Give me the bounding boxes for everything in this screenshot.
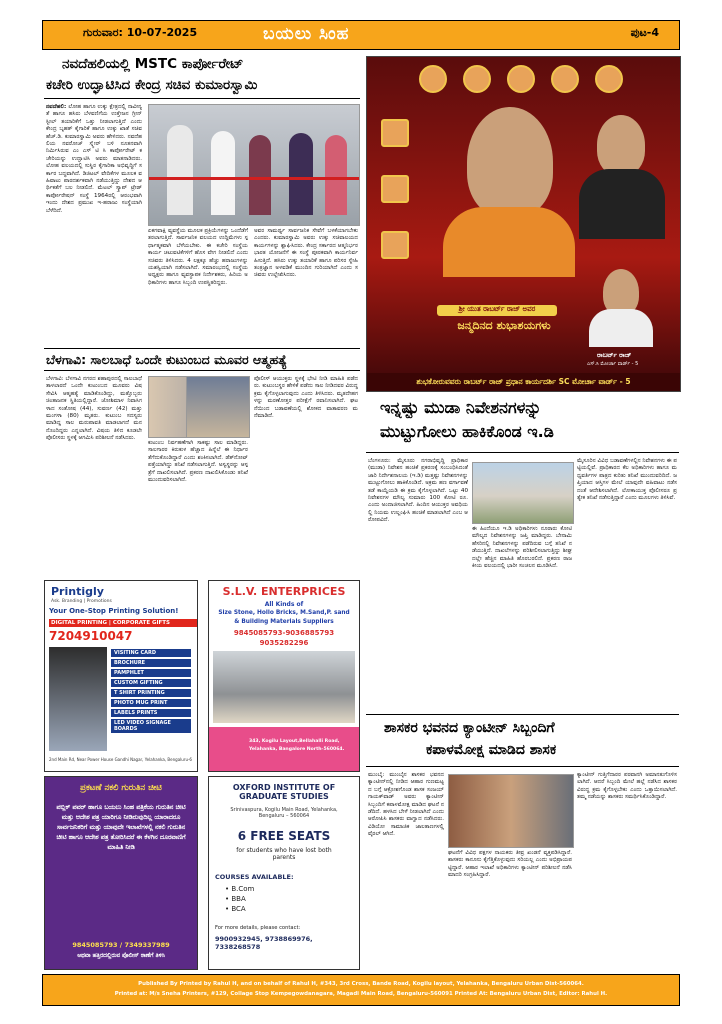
banner-thumb-2	[463, 65, 491, 93]
printigly-item: PHOTO MUG PRINT	[111, 699, 191, 707]
story3-rule	[366, 452, 679, 453]
imprint-footer	[42, 974, 680, 1006]
story1-headline-2: ಕಚೇರಿ ಉದ್ಘಾಟಿಸಿದ ಕೇಂದ್ರ ಸಚಿವ ಕುಮಾರಸ್ವಾಮಿ	[46, 77, 258, 93]
printigly-item: BROCHURE	[111, 659, 191, 667]
issue-date: ಗುರುವಾರ: 10-07-2025	[83, 26, 198, 39]
story1-photo	[148, 104, 360, 226]
banner-thumb-3	[507, 65, 535, 93]
story1-column-1	[46, 104, 142, 344]
story1-column-2: ಏಕಗವಾಕ್ಷಿ ವ್ಯವಸ್ಥೆಯ ಮೂಲಕ ಪ್ರಕ್ರಿಯೆಗಳನ್ನು ಒಂದೆಡೆಗೆ ತರಲಾಗುತ್ತಿದೆ. ಸಾರ್ವಜನಿಕ ವಲಯದ ಉದ್ದಿಮೆಗಳು ಸ್ಪರ್ಧಾತ್ಮಕವಾಗಿ ಬೆಳೆಯಬೇಕು. ಈ ಕಚೇರಿ ಸಂಸ್ಥೆಯ ಕಾರ್ಯ ಚಟುವಟಿಕೆಗಳಿಗೆ ಹೊಸ ವೇಗ ನೀಡಲಿದೆ ಎಂದು ಸಚಿವರು ತಿಳಿಸಿದರು. 4 ಲಕ್ಷಕ್ಕೂ ಹೆಚ್ಚು ಹರಾಜುಗಳನ್ನು ಯಶಸ್ವಿಯಾಗಿ ನಡೆಸಲಾಗಿದೆ. ಸಮಾರಂಭದಲ್ಲಿ ಸಂಸ್ಥೆಯ ಅಧ್ಯಕ್ಷರು ಹಾಗೂ ವ್ಯವಸ್ಥಾಪಕ ನಿರ್ದೇಶಕರು, ಹಿರಿಯ ಅಧಿಕಾರಿಗಳು ಹಾಗೂ ಸಿಬ್ಬಂದಿ ಉಪಸ್ಥಿತರಿದ್ದರು.	[148, 228, 248, 286]
slv-phone-2: 9035282296	[259, 639, 309, 647]
story2-column-1: ಬೆಳಗಾವಿ: ಬೆಳಗಾವಿ ನಗರದ ಶಹಾಪುರದಲ್ಲಿ ಸಾಲಬಾಧೆ ತಾಳಲಾರದೆ ಒಂದೇ ಕುಟುಂಬದ ಮೂವರು ವಿಷ ಸೇವಿಸಿ ಆತ್ಮಹತ್ಯೆ ಮಾಡಿಕೊಂಡಿದ್ದು, ಮತ್ತೊಬ್ಬರು ಚಿಂತಾಜನಕ ಸ್ಥಿತಿಯಲ್ಲಿದ್ದಾರೆ. ಜೋಶಿಮಾಳ ನಿವಾಸಿಗಳಾದ ಸಂತೋಷ (44), ಸುವರ್ಣ (42) ಮತ್ತು ಮಂಗಳಾ (80) ಮೃತರು. ಕುಟುಂಬ ಸದಸ್ಯರು ಮಾಡಿದ್ದ ಸಾಲ ಮರುಪಾವತಿ ಮಾಡಲಾಗದೆ ಮನನೊಂದಿದ್ದರು ಎನ್ನಲಾಗಿದೆ. ವಿಷಯ ತಿಳಿದ ಕೂಡಲೇ ಪೊಲೀಸರು ಸ್ಥಳಕ್ಕೆ ಆಗಮಿಸಿ ಪರಿಶೀಲನೆ ನಡೆಸಿದರು.	[46, 376, 142, 442]
fake-id-notice	[44, 776, 198, 970]
story1-headline-1: ನವದೆಹಲಿಯಲ್ಲಿ MSTC ಕಾರ್ಪೋರೇಟ್	[62, 56, 244, 72]
printigly-ad	[44, 580, 198, 772]
story3-headline-2: ಮುಟ್ಟುಗೋಲು ಹಾಕಿಕೊಂಡ ಇ.ಡಿ	[380, 422, 554, 441]
oxford-title: OXFORD INSTITUTE OF GRADUATE STUDIES	[232, 783, 336, 801]
banner-main-portrait-body	[443, 207, 575, 277]
slv-line1: All Kinds of	[264, 601, 304, 608]
story4-column-1: ಮುಂಬೈ: ಮುಂಬೈನ ಶಾಸಕರ ಭವನದ ಕ್ಯಾಂಟೀನ್‌ನಲ್ಲಿ ನೀಡಿದ ಆಹಾರ ಗುಣಮಟ್ಟದ ಬಗ್ಗೆ ಆಕ್ರೋಶಗೊಂಡ ಶಾಸಕ ಸಂಜಯ್ ಗಾಯಕ್‌ವಾಡ್ ಅವರು ಕ್ಯಾಂಟೀನ್ ಸಿಬ್ಬಂದಿಗೆ ಕಪಾಳಮೋಕ್ಷ ಮಾಡಿದ ಘಟನೆ ನಡೆದಿದೆ. ಹಳಸಿದ ಬೇಳೆ ನೀಡಲಾಗಿದೆ ಎಂದು ಆರೋಪಿಸಿ ಶಾಸಕರು ವಾಗ್ವಾದ ನಡೆಸಿದರು. ವಿಡಿಯೋ ಸಾಮಾಜಿಕ ಜಾಲತಾಣಗಳಲ್ಲಿ ವೈರಲ್ ಆಗಿದೆ.	[368, 772, 444, 838]
slv-line3: & Building Materials Suppliers	[234, 619, 334, 625]
slv-phone-1: 9845085793-9036885793	[233, 629, 335, 637]
story2-photo-2	[186, 376, 250, 438]
story3-headline-1: ಇನ್ನಷ್ಟು ಮುಡಾ ನಿವೇಶನಗಳನ್ನು	[380, 398, 542, 417]
banner-title: ಜನ್ಮದಿನದ ಶುಭಾಶಯಗಳು	[457, 319, 551, 332]
oxford-course: • B.Com	[225, 885, 255, 893]
notice-footer: ಅಥವಾ ಹತ್ತಿರದಲ್ಲಿರುವ ಪೊಲೀಸ್ ಠಾಣೆಗೆ ತಿಳಿಸಿ	[77, 953, 165, 959]
printigly-tagline: Ask. Branding | Promotions	[51, 599, 112, 604]
story2-headline: ಬೆಳಗಾವಿ: ಸಾಲಬಾಧೆ ಒಂದೇ ಕುಟುಂಬದ ಮೂವರ ಆತ್ಮಹತ್ಯೆ	[46, 352, 288, 367]
story4-headline-1: ಶಾಸಕರ ಭವನದ ಕ್ಯಾಂಟೀನ್ ಸಿಬ್ಬಂದಿಗೆ	[384, 720, 555, 736]
birthday-banner-ad	[366, 56, 681, 392]
printigly-item: VISITING CARD	[111, 649, 191, 657]
oxford-phones: 9900932945, 9738869976, 7338268578	[215, 935, 313, 951]
slv-address-2: Yelahanka, Bangalore North-560064.	[249, 747, 345, 752]
printigly-item: LABELS PRINTS	[111, 709, 191, 717]
page-number: ಪುಟ-4	[630, 26, 659, 39]
banner-thumb-6	[381, 119, 409, 147]
printigly-address: 2nd Main Rd, Near Power House Gandhi Nagar, Yelahanka, Bengaluru-6	[49, 757, 192, 762]
story1-text-1: ಲೋಹ ಹಾಗೂ ಉಕ್ಕು ಕ್ಷೇತ್ರದಲ್ಲಿ ನಾವೀನ್ಯತೆ ಹಾಗೂ ಹಸಿರು ಬೆಳವಣಿಗೆಯ ಉತ್ತೇಜನ ಗ್ರೀನ್ ಸ್ಟೀಲ್ ತಯಾರಿಕೆಗೆ ಒತ್ತು ನೀಡಲಾಗುತ್ತಿದೆ ಎಂದು ಕೇಂದ್ರ ಬೃಹತ್ ಕೈಗಾರಿಕೆ ಹಾಗೂ ಉಕ್ಕು ಖಾತೆ ಸಚಿವ ಹೆಚ್.ಡಿ. ಕುಮಾರಸ್ವಾಮಿ ಅವರು ಹೇಳಿದರು. ನವದೆಹಲಿಯ ನವರೋಜ್ ಸ್ಕ್ವೇರ್ ಬಳಿ ನೂತನವಾಗಿ ನಿರ್ಮಿಸಿರುವ ಎಂ ಎಸ್ ಟಿ ಸಿ ಕಾರ್ಪೋರೇಟ್ ಕಚೇರಿಯನ್ನು ಉದ್ಘಾಟಿಸಿ ಅವರು ಮಾತನಾಡಿದರು. ಲೋಹ ವಲಯದಲ್ಲಿ ಸುಸ್ಥಿರ ಕೈಗಾರಿಕಾ ಅಭಿವೃದ್ಧಿಗೆ ಸರ್ಕಾರ ಬದ್ಧವಾಗಿದೆ. ಡಿಜಿಟಲ್ ವೇದಿಕೆಗಳ ಮೂಲಕ ವಹಿವಾಟು ಪಾರದರ್ಶಕವಾಗಿ ನಡೆಯುತ್ತಿದ್ದು ದೇಶದ ಆರ್ಥಿಕತೆಗೆ ಬಲ ನೀಡಲಿದೆ. ಮೆಟಲ್ ಸ್ಕ್ರಾಪ್ ಟ್ರೇಡ್ ಕಾರ್ಪೋರೇಷನ್ ಸಂಸ್ಥೆ 1964ರಲ್ಲಿ ಆರಂಭವಾಗಿ ಇಂದು ದೇಶದ ಪ್ರಮುಖ ಇ-ಹರಾಜು ಸಂಸ್ಥೆಯಾಗಿ ಬೆಳೆದಿದೆ.	[46, 104, 142, 214]
banner-side-portrait-body	[579, 169, 665, 239]
story3-column-3: ಮೈಸೂರಿನ ವಿವಿಧ ಬಡಾವಣೆಗಳಲ್ಲಿನ ನಿವೇಶನಗಳು ಈ ಪಟ್ಟಿಯಲ್ಲಿವೆ. ಪ್ರಾಧಿಕಾರದ ಕೆಲ ಅಧಿಕಾರಿಗಳು ಹಾಗೂ ಮಧ್ಯವರ್ತಿಗಳ ಪಾತ್ರದ ಕುರಿತು ತನಿಖೆ ಮುಂದುವರಿದಿದೆ. ಜಪ್ತಿಯಾದ ಆಸ್ತಿಗಳ ಮೇಲೆ ಯಾವುದೇ ವಹಿವಾಟು ನಡೆಸದಂತೆ ಆದೇಶಿಸಲಾಗಿದೆ. ಲೋಕಾಯುಕ್ತ ಪೊಲೀಸರೂ ಪ್ರತ್ಯೇಕ ತನಿಖೆ ನಡೆಸುತ್ತಿದ್ದಾರೆ ಎಂದು ಮೂಲಗಳು ತಿಳಿಸಿವೆ.	[577, 458, 677, 502]
slv-materials-photo	[213, 651, 355, 723]
banner-person-role: ಎಸ್.ಸಿ ಮೋರ್ಚಾ ವಾರ್ಡ್ - 5	[587, 361, 639, 367]
newspaper-title: ಬಯಲು ಸಿಂಹ	[263, 24, 350, 44]
printigly-item: LED VIDEO SIGNAGE BOARDS	[111, 719, 191, 733]
oxford-courses-label: COURSES AVAILABLE:	[215, 873, 294, 881]
story4-top-rule	[366, 714, 679, 715]
oxford-course: • BCA	[225, 905, 246, 913]
banner-thumb-5	[595, 65, 623, 93]
banner-thumb-4	[551, 65, 579, 93]
notice-phones: 9845085793 / 7349337989	[72, 941, 170, 949]
printigly-phone: 7204910047	[49, 629, 133, 643]
banner-thumb-8	[381, 231, 409, 259]
notice-body: ಪಬ್ಲಿಕ್ ಪವರ್ ಹಾಗೂ ಬಯಲು ಸಿಂಹ ಪತ್ರಿಕೆಯ ಗುರುತಿನ ಚೀಟಿ ಮತ್ತು ಆದೇಶ ಪತ್ರ ಯಾರಿಗೂ ನೀಡಿರುವುದಿಲ್ಲ ಯಾರಾದರೂ ಸಾರ್ವಜನಿಕರಿಗೆ ಮತ್ತು ಯಾವುದೇ ಇಲಾಖೆಗಳಲ್ಲಿ ನಕಲಿ ಗುರುತಿನ ಚೀಟಿ ಹಾಗೂ ಆದೇಶ ಪತ್ರ ತೋರಿಸಿದರೆ ಈ ಕೆಳಗಿನ ದೂರವಾಣಿಗೆ ಮಾಹಿತಿ ನೀಡಿ	[56, 804, 186, 851]
oxford-courses-list	[225, 885, 305, 915]
banner-bottom-portrait-body	[589, 309, 653, 347]
imprint-line-1: Published By Printed by Rahul H, and on behalf of Rahul H, #343, 3rd Cross, Bande Road, Kogilu layout, Yelahanka, Bengaluru Urban Dist-560064.	[138, 981, 584, 987]
imprint-line-2: Printed at: M/s Sneha Printers, #129, Collage Stop Kempegowdanagara, Magadi Main Road, Bengaluru-560091 Printed At: Bengaluru Urban Dist, Editor: Rahul H.	[114, 991, 608, 997]
story4-column-2: ಘಟನೆಗೆ ವಿವಿಧ ಪಕ್ಷಗಳ ನಾಯಕರು ತೀವ್ರ ಖಂಡನೆ ವ್ಯಕ್ತಪಡಿಸಿದ್ದಾರೆ. ಶಾಸಕರು ಕಾನೂನು ಕೈಗೆತ್ತಿಕೊಳ್ಳುವುದು ಸರಿಯಲ್ಲ ಎಂದು ಅಭಿಪ್ರಾಯಪಟ್ಟಿದ್ದಾರೆ. ಆಹಾರ ಇಲಾಖೆ ಅಧಿಕಾರಿಗಳು ಕ್ಯಾಂಟೀನ್ ಪರಿಶೀಲನೆ ನಡೆಸಿ ಮಾದರಿ ಸಂಗ್ರಹಿಸಿದ್ದಾರೆ.	[448, 850, 572, 879]
banner-main-portrait	[467, 107, 553, 217]
story2-column-2: ಕುಟುಂಬ ನಿರ್ವಹಣೆಗಾಗಿ ಸಾಕಷ್ಟು ಸಾಲ ಮಾಡಿದ್ದರು. ಸಾಲಗಾರರ ಕಿರುಕುಳ ಹೆಚ್ಚಾದ ಹಿನ್ನೆಲೆ ಈ ನಿರ್ಧಾರ ತೆಗೆದುಕೊಂಡಿದ್ದಾರೆ ಎಂದು ಶಂಕಿಸಲಾಗಿದೆ. ಡೆತ್‌ನೋಟ್ ಪತ್ತೆಯಾಗಿದ್ದು ತನಿಖೆ ನಡೆಸಲಾಗುತ್ತಿದೆ. ಅಸ್ವಸ್ಥರನ್ನು ಆಸ್ಪತ್ರೆಗೆ ದಾಖಲಿಸಲಾಗಿದೆ. ಪ್ರಕರಣ ದಾಖಲಿಸಿಕೊಂಡು ತನಿಖೆ ಮುಂದುವರಿಸಲಾಗಿದೆ.	[148, 440, 248, 484]
slv-line2: Size Stone, Hollo Bricks, M.Sand,P. sand	[218, 610, 350, 616]
banner-thumb-7	[381, 175, 409, 203]
oxford-course: • BBA	[225, 895, 246, 903]
banner-thumb-1	[419, 65, 447, 93]
oxford-ad	[208, 776, 360, 970]
printigly-headline: Your One-Stop Printing Solution!	[49, 607, 179, 615]
slv-address-1: 343, Kogilu Layout,Bellahalli Road,	[249, 739, 340, 744]
printigly-item: T SHIRT PRINTING	[111, 689, 191, 697]
printigly-brand: Printigly	[51, 585, 104, 598]
newspaper-page	[36, 14, 686, 1010]
banner-bottom-strip: ಶುಭಕೋರುವವರು ರಾಬರ್ಟ್ ರಾಜ್ ಪ್ರಧಾನ ಕಾರ್ಯದರ್ಶಿ SC ಮೋರ್ಚಾ ವಾರ್ಡ್ - 5	[367, 373, 680, 391]
story4-photo	[448, 774, 574, 848]
story4-column-3: ಕ್ಯಾಂಟೀನ್ ಗುತ್ತಿಗೆದಾರರ ಪರವಾನಗಿ ಅಮಾನತುಗೊಳಿಸಲಾಗಿದೆ. ಆದರೆ ಸಿಬ್ಬಂದಿ ಮೇಲೆ ಹಲ್ಲೆ ನಡೆಸಿದ ಶಾಸಕರ ವಿರುದ್ಧ ಕ್ರಮ ಕೈಗೊಳ್ಳಬೇಕು ಎಂದು ಒತ್ತಾಯಿಸಲಾಗಿದೆ. ತಮ್ಮ ನಡೆಯನ್ನು ಶಾಸಕರು ಸಮರ್ಥಿಸಿಕೊಂಡಿದ್ದಾರೆ.	[577, 772, 677, 801]
story3-photo	[472, 462, 574, 524]
story2-column-3: ಪೊಲೀಸ್ ಆಯುಕ್ತರು ಸ್ಥಳಕ್ಕೆ ಭೇಟಿ ನೀಡಿ ಮಾಹಿತಿ ಪಡೆದರು. ಕುಟುಂಬಸ್ಥರ ಹೇಳಿಕೆ ಪಡೆದು ಸಾಲ ನೀಡಿದವರ ವಿರುದ್ಧ ಕ್ರಮ ಕೈಗೊಳ್ಳಲಾಗುವುದು ಎಂದು ತಿಳಿಸಿದರು. ಮೃತದೇಹಗಳನ್ನು ಮರಣೋತ್ತರ ಪರೀಕ್ಷೆಗೆ ರವಾನಿಸಲಾಗಿದೆ. ಘಟನೆಯಿಂದ ಬಡಾವಣೆಯಲ್ಲಿ ಶೋಕದ ವಾತಾವರಣ ಮನೆಮಾಡಿದೆ.	[254, 376, 358, 420]
banner-person-name: ರಾಬರ್ಟ್ ರಾಜ್	[597, 351, 632, 359]
story4-headline-2: ಕಪಾಳಮೋಕ್ಷ ಮಾಡಿದ ಶಾಸಕ	[426, 742, 557, 758]
story3-column-2: ಈ ಹಿಂದೆಯೂ ಇ.ಡಿ ಅಧಿಕಾರಿಗಳು ನೂರಾರು ಕೋಟಿ ಮೌಲ್ಯದ ನಿವೇಶನಗಳನ್ನು ಜಪ್ತಿ ಮಾಡಿದ್ದರು. ಬೇನಾಮಿ ಹೆಸರಿನಲ್ಲಿ ನಿವೇಶನಗಳನ್ನು ಪಡೆದಿರುವ ಬಗ್ಗೆ ತನಿಖೆ ನಡೆಯುತ್ತಿದೆ. ದಾಖಲೆಗಳನ್ನು ಪರಿಶೀಲಿಸಲಾಗುತ್ತಿದ್ದು ಶೀಘ್ರದಲ್ಲೇ ಹೆಚ್ಚಿನ ಮಾಹಿತಿ ಹೊರಬರಲಿದೆ. ಪ್ರಕರಣ ರಾಜಕೀಯ ವಲಯದಲ್ಲಿ ಭಾರೀ ಸಂಚಲನ ಮೂಡಿಸಿದೆ.	[472, 526, 572, 570]
story3-column-1: ಬೆಂಗಳೂರು: ಮೈಸೂರು ನಗರಾಭಿವೃದ್ಧಿ ಪ್ರಾಧಿಕಾರ (ಮುಡಾ) ನಿವೇಶನ ಹಂಚಿಕೆ ಪ್ರಕರಣಕ್ಕೆ ಸಂಬಂಧಿಸಿದಂತೆ ಜಾರಿ ನಿರ್ದೇಶನಾಲಯ (ಇ.ಡಿ) ಮತ್ತಷ್ಟು ನಿವೇಶನಗಳನ್ನು ಮುಟ್ಟುಗೋಲು ಹಾಕಿಕೊಂಡಿದೆ. ಅಕ್ರಮ ಹಣ ವರ್ಗಾವಣೆ ತಡೆ ಕಾಯ್ದೆಯಡಿ ಈ ಕ್ರಮ ಕೈಗೊಳ್ಳಲಾಗಿದೆ. ಒಟ್ಟು 40 ನಿವೇಶನಗಳ ಮೌಲ್ಯ ಸುಮಾರು 100 ಕೋಟಿ ರೂ. ಎಂದು ಅಂದಾಜಿಸಲಾಗಿದೆ. ಹಿಂದಿನ ಆಯುಕ್ತರ ಅವಧಿಯಲ್ಲಿ ನಿಯಮ ಉಲ್ಲಂಘಿಸಿ ಹಂಚಿಕೆ ಮಾಡಲಾಗಿದೆ ಎಂಬ ಆರೋಪವಿದೆ.	[368, 458, 468, 524]
oxford-seats: 6 FREE SEATS	[237, 829, 331, 843]
printigly-product-photo	[49, 647, 107, 751]
story1-rule	[44, 98, 360, 99]
oxford-seats-sub: for students who have lost both parents	[236, 847, 332, 861]
oxford-contact: For more details, please contact:	[215, 925, 301, 931]
banner-side-portrait	[597, 115, 645, 175]
story1-dateline: ನವದೆಹಲಿ:	[46, 104, 67, 110]
banner-top-label: ಶ್ರೀ ಯುತ ರಾಬರ್ಟ್ ರಾಜ್ ಅವರ	[437, 305, 557, 316]
story2-rule	[44, 370, 360, 371]
printigly-item: CUSTOM GIFTING	[111, 679, 191, 687]
masthead-band	[42, 20, 680, 50]
oxford-address: Srinivaspura, Kogilu Main Road, Yelahanka, Bengaluru – 560064	[230, 807, 338, 819]
story2-top-rule	[44, 348, 360, 349]
printigly-item: PAMPHLET	[111, 669, 191, 677]
slv-title: S.L.V. ENTERPRICES	[222, 585, 346, 598]
notice-title: ಪ್ರಕಟಣೆ ನಕಲಿ ಗುರುತಿನ ಚೀಟಿ	[80, 783, 162, 793]
printigly-items-list	[111, 649, 191, 735]
story1-column-3: ಅವರ ಸಾಮರ್ಥ್ಯ ಸಾರ್ವಜನಿಕ ಸೇವೆಗೆ ಬಳಕೆಯಾಗಬೇಕು ಎಂದರು. ಕುಮಾರಸ್ವಾಮಿ ಅವರು ಉಕ್ಕು ಸಚಿವಾಲಯದ ಕಾರ್ಯಗಳನ್ನು ಶ್ಲಾಘಿಸಿದರು. ಕೇಂದ್ರ ಸರ್ಕಾರದ ಆತ್ಮನಿರ್ಭರ ಭಾರತ ಯೋಜನೆಗೆ ಈ ಸಂಸ್ಥೆ ಪೂರಕವಾಗಿ ಕಾರ್ಯನಿರ್ವಹಿಸುತ್ತಿದೆ. ಹಸಿರು ಉಕ್ಕು ತಯಾರಿಕೆ ಹಾಗೂ ಪರಿಸರ ಸ್ನೇಹಿ ತಂತ್ರಜ್ಞಾನ ಅಳವಡಿಕೆ ಮುಂದಿನ ಗುರಿಯಾಗಿದೆ ಎಂದು ಸಚಿವರು ಉಲ್ಲೇಖಿಸಿದರು.	[254, 228, 358, 279]
slv-ad	[208, 580, 360, 772]
printigly-sub: DIGITAL PRINTING | CORPORATE GIFTS	[49, 619, 197, 627]
story4-rule	[366, 766, 679, 767]
